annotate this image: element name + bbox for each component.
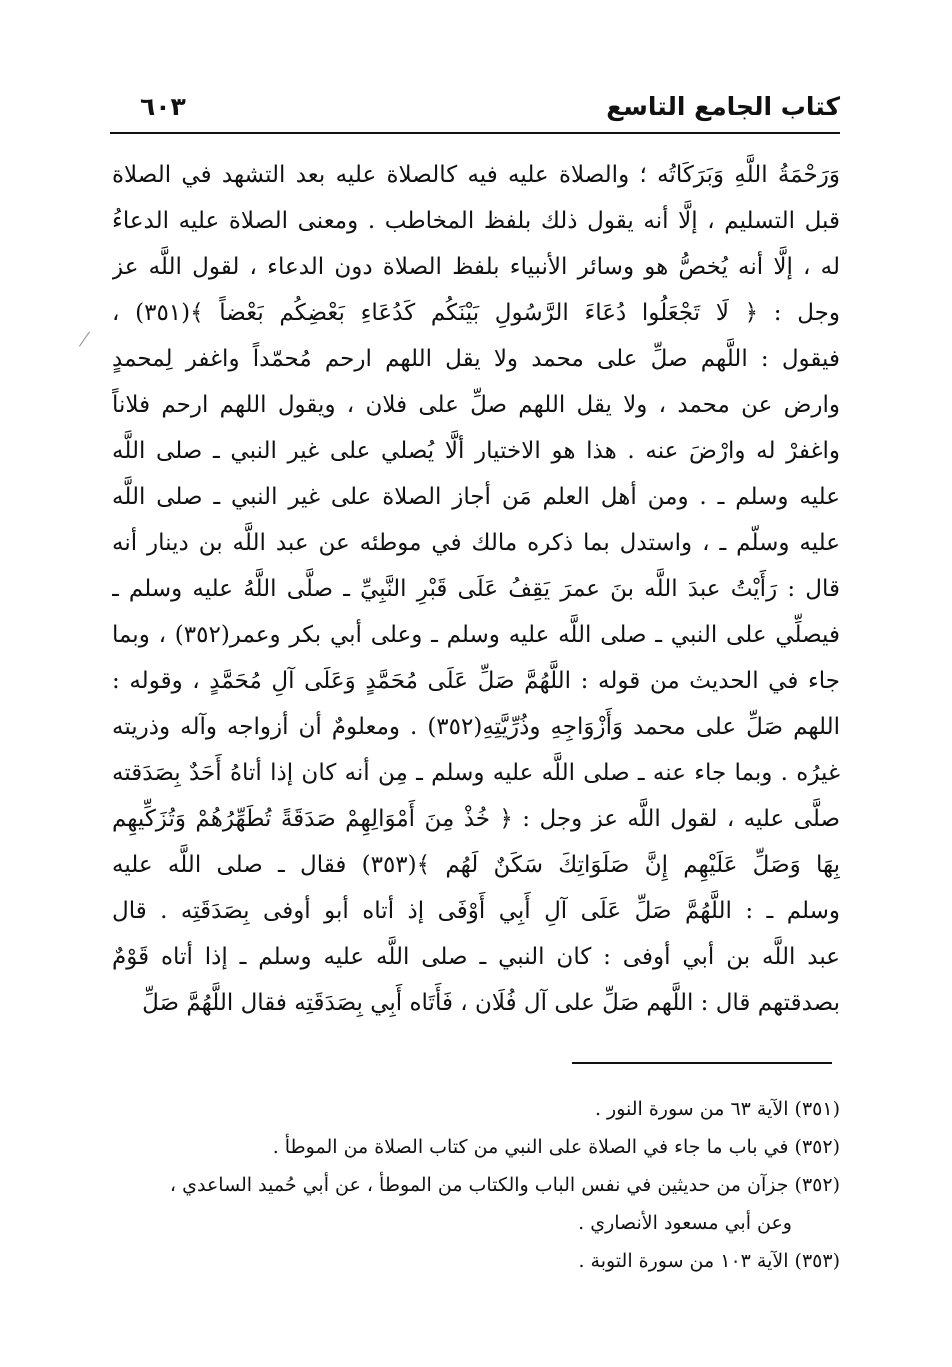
text-line: عبد اللَّه بن أبي أوفى : كان النبي ـ صلى اللَّه عليه وسلم ـ إذا أتاه قَوْمٌ bbox=[112, 944, 840, 970]
text-line: وَرَحْمَةُ اللَّهِ وَبَرَكَاتُه ؛ والصلاة عليه فيه كالصلاة عليه بعد التشهد في الصلاة bbox=[112, 162, 840, 188]
footnote: (٣٥٢) جزآن من حديثين في نفس الباب والكتاب من الموطأ ، عن أبي حُميد الساعدي ، bbox=[169, 1174, 840, 1196]
footnote-divider bbox=[572, 1062, 832, 1064]
text-line: قبل التسليم ، إلَّا أنه يقول ذلك بلفظ المخاطب . ومعنى الصلاة عليه الدعاءُ bbox=[112, 208, 840, 234]
text-line: بصدقتهم قال : اللَّهم صَلِّ على آل فُلَان ، فَأَتَاه أَبِي بِصَدَقَتِه فقال اللَّهُمَّ صَلِّ bbox=[142, 990, 840, 1016]
footnote: (٣٥٢) في باب ما جاء في الصلاة على النبي من كتاب الصلاة من الموطأ . bbox=[272, 1136, 840, 1158]
text-line: عليه وسلم ـ . ومن أهل العلم مَن أجاز الصلاة على غير النبي ـ صلى اللَّه bbox=[112, 484, 840, 510]
text-line: قال : رَأَيْتُ عبدَ اللَّه بنَ عمرَ يَقِفُ عَلَى قَبْرِ النَّبِيِّ ـ صلَّى اللَّهُ عليه وسلم ـ bbox=[112, 576, 840, 602]
main-text bbox=[112, 152, 840, 1026]
text-line: صلَّى عليه ، لقول اللَّه عز وجل : ﴿ خُذْ مِنَ أَمْوَالِهِمْ صَدَقَةً تُطَهِّرُهُمْ وَتُزَكِّيهِم bbox=[112, 806, 840, 832]
text-line: فيقول : اللَّهم صلِّ على محمد ولا يقل اللهم ارحم مُحمّداً واغفر لِمحمدٍ bbox=[112, 346, 840, 372]
page-header bbox=[110, 88, 840, 134]
footnotes bbox=[112, 1090, 840, 1280]
text-line: واغفرْ له وارْضَ عنه . هذا هو الاختيار ألَّا يُصلي على غير النبي ـ صلى اللَّه bbox=[112, 438, 840, 464]
text-line: له ، إلَّا أنه يُخصُّ هو وسائر الأنبياء بلفظ الصلاة دون الدعاء ، لقول اللَّه عز bbox=[112, 254, 840, 280]
text-line: وارض عن محمد ، ولا يقل اللهم صلِّ على فلان ، ويقول اللهم ارحم فلاناً bbox=[112, 392, 840, 418]
footnote: (٣٥١) الآية ٦٣ من سورة النور . bbox=[594, 1098, 840, 1120]
scan-mark bbox=[79, 331, 90, 346]
text-line: اللهم صَلِّ على محمد وَأَزْوَاجِهِ وذُرِّيَّتِهِ(٣٥٢) . ومعلومٌ أن أزواجه وآله وذريته bbox=[112, 714, 840, 740]
text-line: جاء في الحديث من قوله : اللَّهُمَّ صَلِّ عَلَى مُحَمَّدٍ وَعَلَى آلِ مُحَمَّدٍ ، وقوله : bbox=[112, 668, 840, 694]
text-line: عليه وسلّم ـ ، واستدل بما ذكره مالك في موطئه عن عبد اللَّه بن دينار أنه bbox=[112, 530, 840, 556]
footnote-continuation: وعن أبي مسعود الأنصاري . bbox=[578, 1212, 792, 1234]
text-line: غيرُه . وبما جاء عنه ـ صلى اللَّه عليه وسلم ـ مِن أنه كان إذا أتاهُ أَحَدٌ بِصَدَقته bbox=[112, 760, 840, 786]
text-line: بِهَا وَصَلِّ عَلَيْهِم إِنَّ صَلَوَاتِكَ سَكَنٌ لَهُم ﴾(٣٥٣) فقال ـ صلى اللَّه عليه bbox=[112, 852, 840, 878]
text-line: وسلم ـ : اللَّهُمَّ صَلِّ عَلَى آلِ أَبِي أَوْفَى إذ أتاه أبو أوفى بِصَدَقَتِه . قال bbox=[112, 898, 840, 924]
text-line: فيصلِّي على النبي ـ صلى اللَّه عليه وسلم ـ وعلى أبي بكر وعمر(٣٥٢) ، وبما bbox=[112, 622, 840, 648]
page-number: ٦٠٣ bbox=[140, 92, 186, 121]
running-head: كتاب الجامع التاسع bbox=[606, 92, 840, 121]
footnote: (٣٥٣) الآية ١٠٣ من سورة التوبة . bbox=[578, 1250, 840, 1272]
text-line: وجل : ﴿ لَا تَجْعَلُوا دُعَاءَ الرَّسُولِ بَيْنَكُم كَدُعَاءِ بَعْضِكُم بَعْضاً ﴾(٣٥١) ، bbox=[112, 300, 840, 326]
